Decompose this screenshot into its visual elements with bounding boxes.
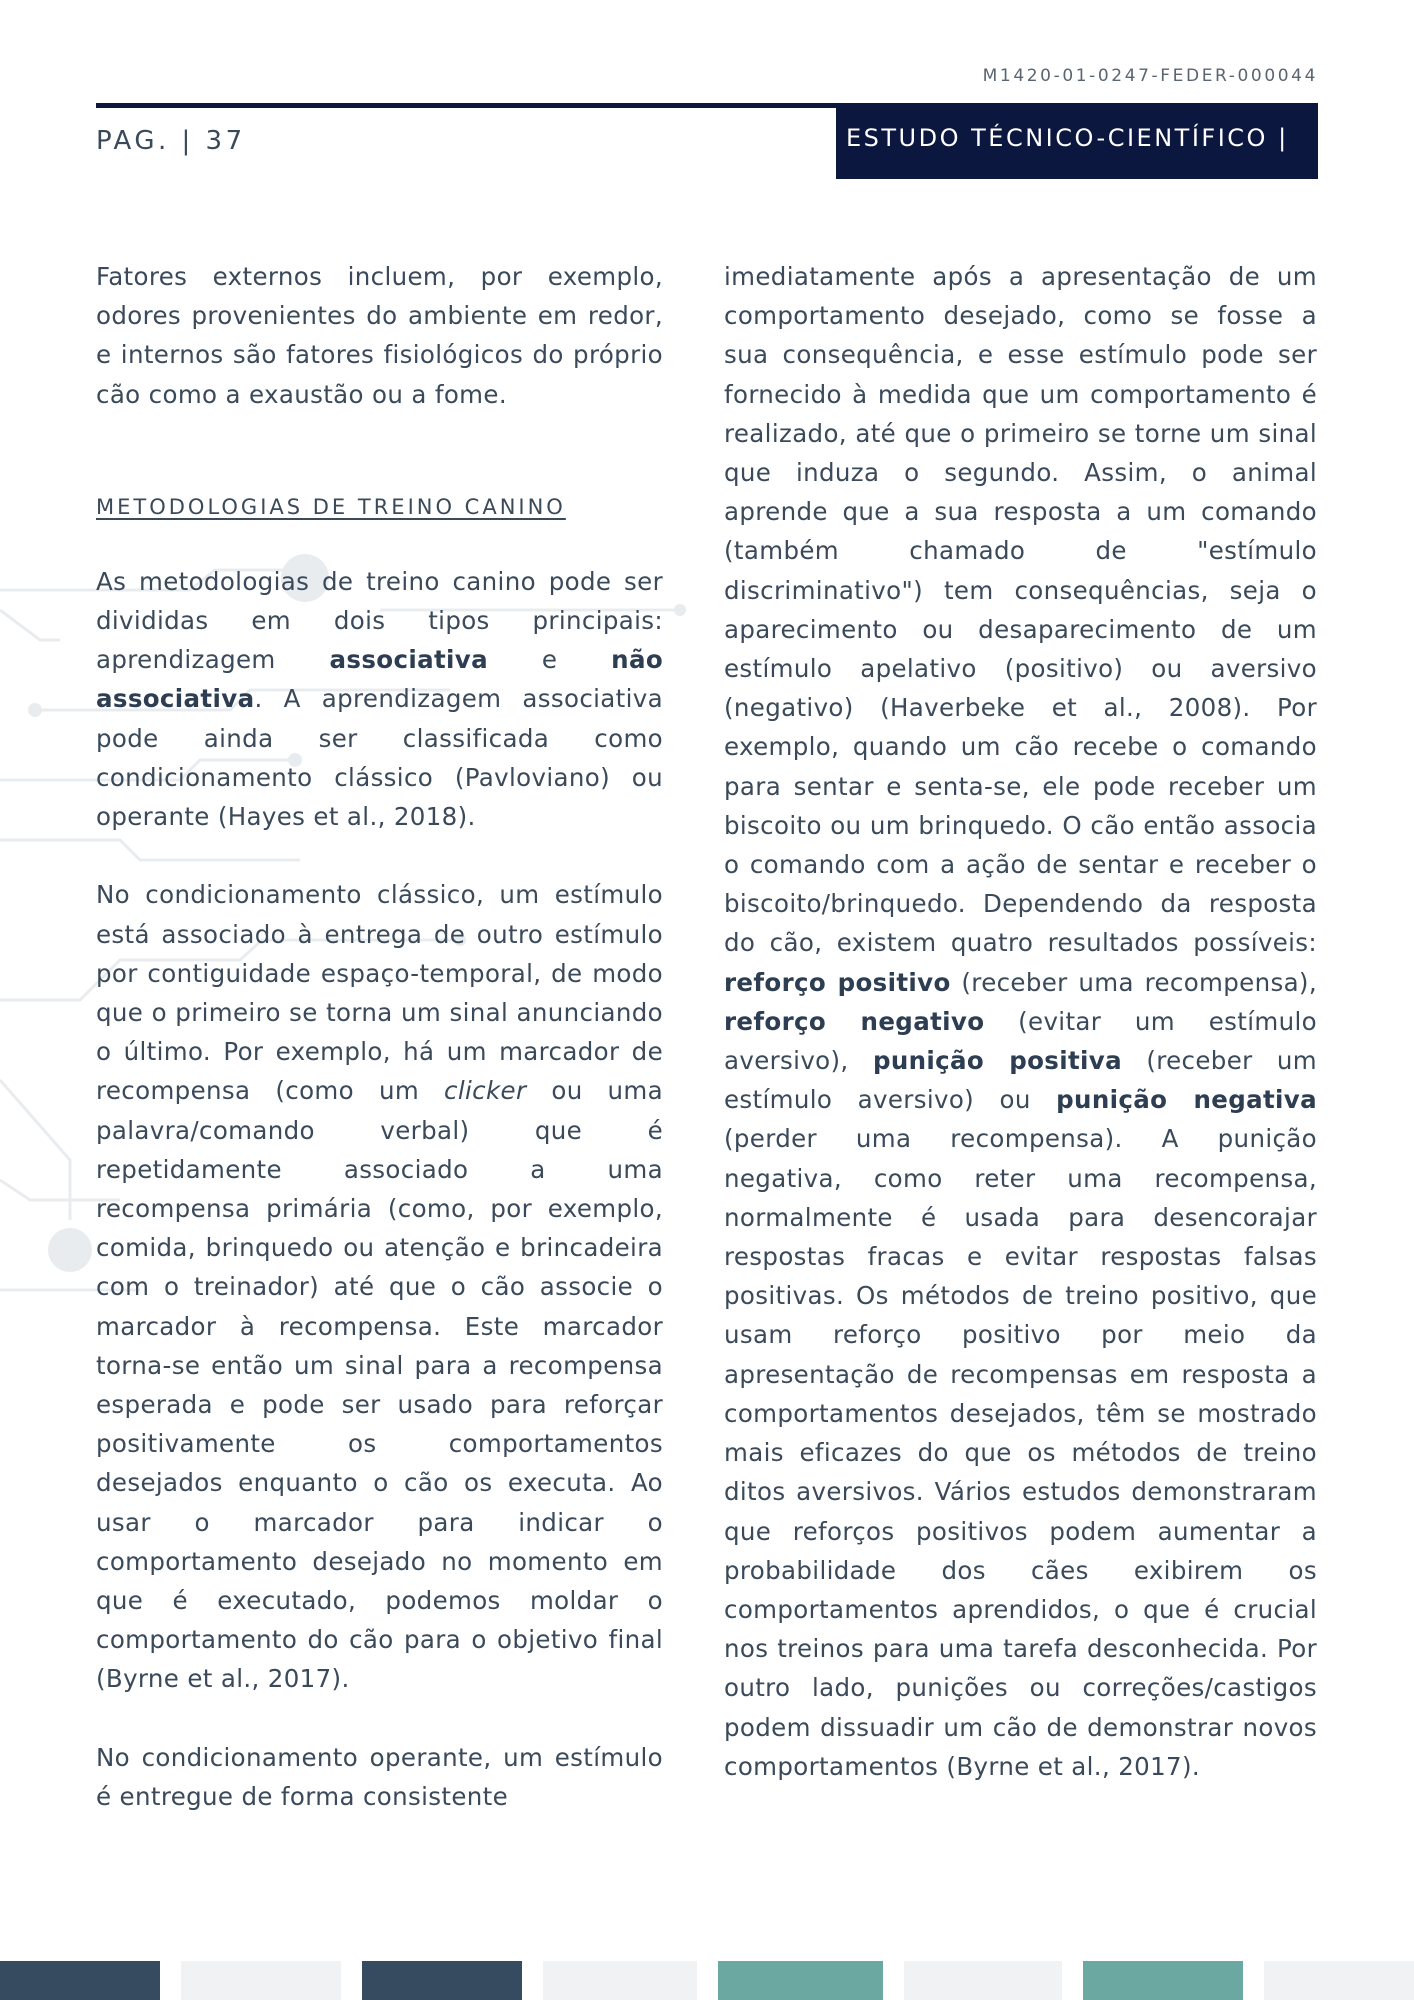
text-run: (receber uma recompensa), <box>950 967 1317 997</box>
footer-segment <box>0 1961 160 2000</box>
paragraph <box>96 562 663 836</box>
footer-segment <box>1264 1961 1414 2000</box>
text-run: ou uma palavra/comando verbal) que é repetidamente associado a uma recompensa primária (como, por exemplo, comida, brinquedo ou atenção e brincadeira com o treinador) até que o cão associe o marcador à recompensa. Este marcador torna-se então um sinal para a recompensa esperada e pode ser usado para reforçar positivamente os comportamentos desejados enquanto o cão os executa. Ao usar o marcador para indicar o comportamento desejado no momento em que é executado, podemos moldar o comportamento do cão para o objetivo final (Byrne et al., 2017). <box>96 1076 664 1694</box>
bold-term: reforço negativo <box>724 1006 985 1036</box>
bold-term: punição positiva <box>872 1046 1122 1076</box>
section-title-banner <box>836 108 1318 179</box>
text-run: As metodologias de treino canino pode ser divididas em dois tipos principais: aprendizagem <box>96 566 663 675</box>
text-run: No condicionamento clássico, um estímulo está associado à entrega de outro estímulo por contiguidade espaço-temporal, de modo que o primeiro se torna um sinal anunciando o último. Por exemplo, há um marcador de recompensa (como um <box>96 880 663 1106</box>
text-run: e <box>487 645 612 675</box>
paragraph: Fatores externos incluem, por exemplo, odores provenientes do ambiente em redor, e internos são fatores fisiológicos do próprio cão como a exaustão ou a fome. <box>96 262 663 409</box>
project-code: M1420-01-0247-FEDER-000044 <box>982 66 1318 86</box>
text-run: imediatamente após a apresentação de um comportamento desejado, como se fosse a sua consequência, e esse estímulo pode ser fornecido à medida que um comportamento é realizado, até que o primeiro se torne um sinal que induza o segundo. Assim, o animal aprende que a sua resposta a um comando (também chamado de "estímulo discriminativo") tem consequências, seja o aparecimento ou desaparecimento de um estímulo apelativo (positivo) ou aversivo (negativo) (Haverbeke et al., 2008). Por exemplo, quando um cão recebe o comando para sentar e senta-se, ele pode receber um biscoito ou um brinquedo. O cão então associa o comando com a ação de sentar e receber o biscoito/brinquedo. Dependendo da resposta do cão, existem quatro resultados possíveis: <box>724 262 1317 958</box>
footer-segment <box>1083 1961 1243 2000</box>
footer-color-bar <box>0 1961 1414 2000</box>
footer-segment <box>718 1961 883 2000</box>
footer-segment <box>181 1961 341 2000</box>
paragraph <box>724 257 1317 1786</box>
bold-term: reforço positivo <box>724 967 951 997</box>
text-run: (receber um estímulo aversivo) ou <box>724 1046 1317 1115</box>
text-run: (evitar um estímulo aversivo), <box>724 1006 1317 1076</box>
bold-term: associativa <box>329 645 488 675</box>
bold-term: punição negativa <box>1056 1085 1317 1115</box>
italic-term: clicker <box>444 1076 527 1106</box>
paragraph: No condicionamento operante, um estímulo é entregue de forma consistente <box>96 1742 663 1812</box>
right-column <box>724 257 1317 1786</box>
footer-segment <box>543 1961 697 2000</box>
bold-term: não associativa <box>96 645 664 714</box>
left-column <box>96 257 663 1816</box>
text-run: (perder uma recompensa). A punição negativa, como reter uma recompensa, normalmente é usada para desencorajar respostas fracas e evitar respostas falsas positivas. Os métodos de treino positivo, que usam reforço positivo por meio da apresentação de recompensas em resposta a comportamentos desejados, têm se mostrado mais eficazes do que os métodos de treino ditos aversivos. Vários estudos demonstraram que reforços positivos podem aumentar a probabilidade dos cães exibirem os comportamentos aprendidos, o que é crucial nos treinos para uma tarefa desconhecida. Por outro lado, punições ou correções/castigos podem dissuadir um cão de demonstrar novos comportamentos (Byrne et al., 2017). <box>724 1124 1317 1781</box>
footer-segment <box>904 1961 1062 2000</box>
paragraph <box>96 875 663 1698</box>
text-run: . A aprendizagem associativa pode ainda ser classificada como condicionamento clássico (Pavloviano) ou operante (Hayes et al., 2018). <box>96 684 663 832</box>
footer-segment <box>362 1961 522 2000</box>
section-heading: METODOLOGIAS DE TREINO CANINO <box>96 494 566 519</box>
page-number: PAG. | 37 <box>96 126 246 156</box>
section-title: ESTUDO TÉCNICO-CIENTÍFICO | <box>846 124 1289 152</box>
